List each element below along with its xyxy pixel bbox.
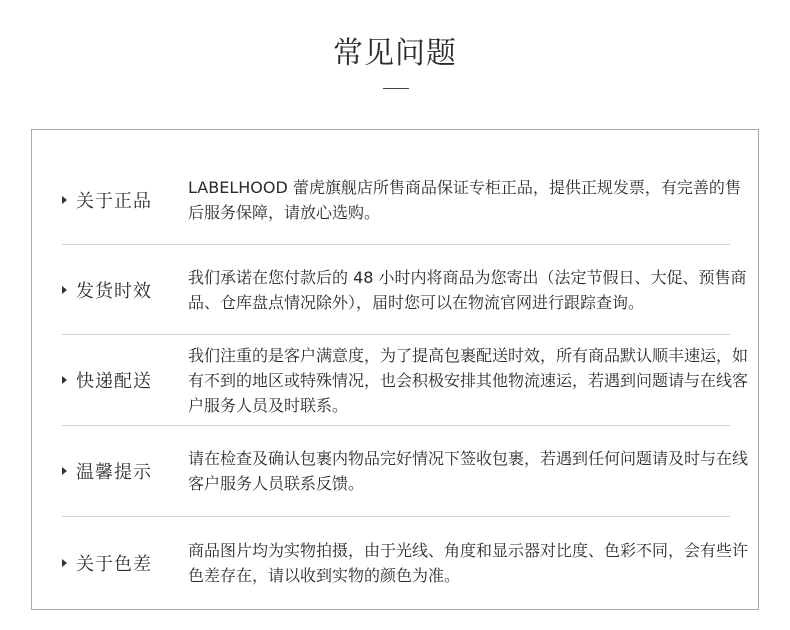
faq-answer-text: 商品图片均为实物拍摄，由于光线、角度和显示器对比度、色彩不同，会有些许色差存在，请以收到实物的颜色为准。 <box>188 541 749 585</box>
faq-question <box>62 155 152 244</box>
caret-right-icon <box>62 376 67 384</box>
caret-right-icon <box>62 559 67 567</box>
faq-answer-text: 我们承诺在您付款后的 48 小时内将商品为您寄出（法定节假日、大促、预售商品、仓库盘点情况除外），届时您可以在物流官网进行跟踪查询。 <box>188 267 747 312</box>
caret-right-icon <box>62 196 67 204</box>
faq-answer-text: 请在检查及确认包裹内物品完好情况下签收包裹，若遇到任何问题请及时与在线客户服务人员联系反馈。 <box>188 449 749 493</box>
title-divider <box>383 88 409 89</box>
caret-right-icon <box>62 286 67 294</box>
faq-item-color-difference <box>62 517 749 609</box>
faq-answer <box>188 155 753 244</box>
faq-panel <box>31 129 759 610</box>
faq-question-label: 快递配送 <box>76 371 152 392</box>
faq-question-label: 发货时效 <box>76 280 152 302</box>
page-title: 常见问题 <box>333 36 457 71</box>
faq-answer <box>188 245 753 334</box>
caret-right-icon <box>62 467 67 475</box>
faq-question <box>62 426 152 516</box>
faq-question-label: 温馨提示 <box>76 462 152 483</box>
faq-answer <box>188 426 753 516</box>
faq-item-tips <box>62 426 749 517</box>
faq-item-shipping-time <box>62 245 747 335</box>
faq-question <box>62 335 152 425</box>
faq-answer <box>188 517 753 609</box>
faq-answer <box>188 335 753 425</box>
faq-question <box>62 245 152 334</box>
faq-question-label: 关于正品 <box>76 190 152 212</box>
faq-item-delivery <box>62 335 749 426</box>
faq-item-authenticity <box>62 155 741 245</box>
faq-question <box>62 517 152 609</box>
faq-answer-text: 我们注重的是客户满意度，为了提高包裹配送时效，所有商品默认顺丰速运，如有不到的地区或特殊情况，也会积极安排其他物流速运，若遇到问题请与在线客户服务人员及时联系。 <box>188 345 749 415</box>
faq-answer-text: LABELHOOD 蕾虎旗舰店所售商品保证专柜正品，提供正规发票，有完善的售后服务保障，请放心选购。 <box>188 177 741 222</box>
faq-question-label: 关于色差 <box>76 554 152 575</box>
